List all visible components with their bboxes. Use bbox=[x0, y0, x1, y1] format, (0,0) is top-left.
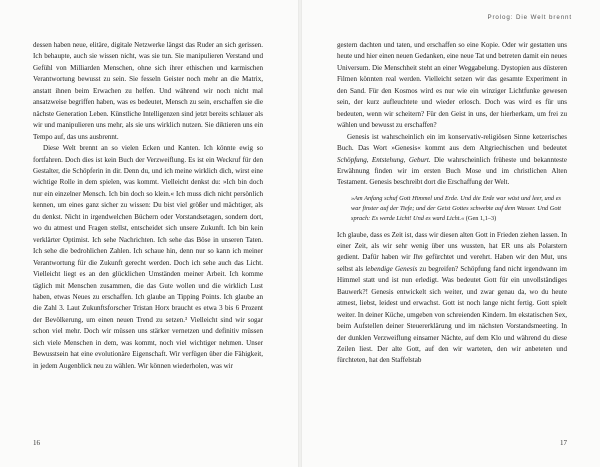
right-page-body bbox=[337, 40, 567, 367]
text-run: Genesis ist wahrscheinlich ein im konservativ-religiösen Sinne ketzerisches Buch. Das Wort »Genesis« kommt aus dem Altgriechischen und bedeutet bbox=[337, 132, 567, 153]
text-run: zu begreifen? Schöpfung fand nicht irgendwann im Himmel statt und ist nun erledigt. Was bedeutet Gott für ein unvollständiges Bauwerk?! Genesis entwickelt sich weiter, und zwar genau da, wo du heute atmest, liebst, leidest und erwachst. Gott ist noch lange nicht fertig. Gott spielt weiter. In deiner Küche, umgeben von schreienden Kindern. Im ekstatischen Sex, beim Aufstellen deiner Steuererklärung und im nächsten Vorstandsmeeting. In der dunklen Verzweiflung einsamer Nächte, auf dem Klo und während du diese Zeilen liest. Der alte Gott, auf den wir warteten, den wir anbeteten und fürchteten, hat den Staffelstab bbox=[337, 264, 567, 365]
page-number: 16 bbox=[33, 439, 40, 447]
right-page bbox=[302, 0, 600, 467]
running-head: Prolog: Die Welt brennt bbox=[487, 14, 572, 21]
paragraph: Diese Welt brennt an so vielen Ecken und Kanten. Ich könnte ewig so fortfahren. Doch dies ist kein Buch der Verzweiflung. Es ist ein Weckruf für den Gestalter, die Schöpferin in dir. Denn du, und ich meine wirklich dich, wirst eine wichtige Rolle in dem spielen, was kommt. Vielleicht denkst du: »Ich bin doch nur ein einzelner Mensch. Ich bin doch so klein.« Ich muss dich nicht persönlich kennen, um eines ganz sicher zu wissen: Du bist viel größer und mächtiger, als du denkst. Nicht in irgendwelchen Büchern oder Vorstandsetagen, sondern dort, wo du atmest und Fragen stellst, entscheidet sich unsere Zukunft. Ich bin kein verklärter Optimist. Ich sehe Nachrichten. Ich sehe das Böse in unseren Taten. Ich sehe die bedrohlichen Zahlen. Ich schaue hin, denn nur so kann ich meiner Verantwortung für die Zukunft gerecht werden. Doch ich sehe auch das Licht. Vielleicht liegt es an den glücklichen Umständen meiner Arbeit. Ich komme täglich mit Menschen zusammen, die das Gute wollen und die wirklich Lust haben, etwas Neues zu erschaffen. Ich glaube an Tipping Points. Ich glaube an die Zahl 3. Laut Zukunftsforscher Tristan Horx braucht es etwa 3 bis 6 Prozent der Bevölkerung, um einen neuen Trend zu setzen.³ Vielleicht sind wir sogar schon viel mehr. Doch wir müssen uns stärker vernetzen und definitiv müssen sich viele Menschen in dem, was kommt, noch viel wichtiger nehmen. Unser Bewusstsein hat eine evolutionäre Eigenschaft. Wir verfügen über die Fähigkeit, in jedem Augenblick neu zu wählen. Wir können wiederholen, was wir bbox=[33, 144, 263, 370]
text-run: gefürchtet und verehrt. Haben wir den Mut, uns selbst als bbox=[337, 253, 567, 273]
text-run: Ich glaube, dass es Zeit ist, dass wir diesen alten Gott in Frieden ziehen lassen. In einer Zeit, als wir sehr wenig über uns wussten, hat ER uns als Polarstern gedient. Dafür haben wir bbox=[337, 230, 567, 262]
left-page-body bbox=[33, 40, 263, 372]
italic-term: Ihn bbox=[413, 253, 423, 262]
quote-reference: (Gen 1,1–3) bbox=[464, 215, 497, 223]
paragraph: dessen haben neue, elitäre, digitale Netzwerke längst das Ruder an sich gerissen. Ich behaupte, auch sie wissen nicht, was sie tun. Sie manipulieren Verstand und Gefühl von Milliarden Menschen, ohne sich ihrer ethischen und karmischen Verantwortung bewusst zu sein. Sie fesseln Geister noch mehr an die Matrix, anstatt ihnen beim Erwachen zu helfen. Und während wir noch nicht mal ansatzweise begriffen haben, was es bedeutet, Mensch zu sein, erschaffen sie die nächste Generation Leben. Künstliche Intelligenzen sind jetzt bereits schlauer als wir und manipulieren uns mehr, als sie uns wirklich nutzen. Sie diktieren uns ein Tempo auf, das uns ausbrennt. bbox=[33, 41, 263, 141]
left-page bbox=[0, 0, 298, 467]
italic-term: lebendige Genesis bbox=[365, 264, 418, 273]
paragraph bbox=[337, 230, 567, 367]
italic-term: Schöpfung, Entstehung, Geburt bbox=[337, 155, 429, 164]
paragraph: gestern dachten und taten, und erschaffen so eine Kopie. Oder wir gestatten uns heute und hier einen neuen Gedanken, eine neue Tat und betreten damit ein neues Universum. Die Menschheit steht an einer Weggabelung. Dystopien aus düsteren Filmen könnten real werden. Vielleicht setzen wir das gesamte Experiment in den Sand. Für den Kosmos wird es nur wie ein winziger Lichtfunke gewesen sein, der kurz aufleuchtete und wieder erlosch. Doch was wird es für uns bedeuten, wenn wir scheitern? Für den Geist in uns, der hierherkam, um frei zu wählen und bewusst zu erschaffen? bbox=[337, 41, 567, 130]
bible-quote bbox=[351, 194, 561, 225]
text-run: . Die wahrscheinlich früheste und bekannteste Erwähnung finden wir im ersten Buch Mose und im christlichen Alten Testament. Genesis beschreibt dort die Erschaffung der Welt. bbox=[337, 155, 567, 187]
quote-text: »Am Anfang schuf Gott Himmel und Erde. Und die Erde war wüst und leer, und es war finster auf der Tiefe; und der Geist Gottes schwebte auf dem Wasser. Und Gott sprach: Es werde Licht! Und es ward Licht.« bbox=[351, 194, 561, 223]
paragraph bbox=[337, 132, 567, 189]
page-number: 17 bbox=[560, 439, 567, 447]
